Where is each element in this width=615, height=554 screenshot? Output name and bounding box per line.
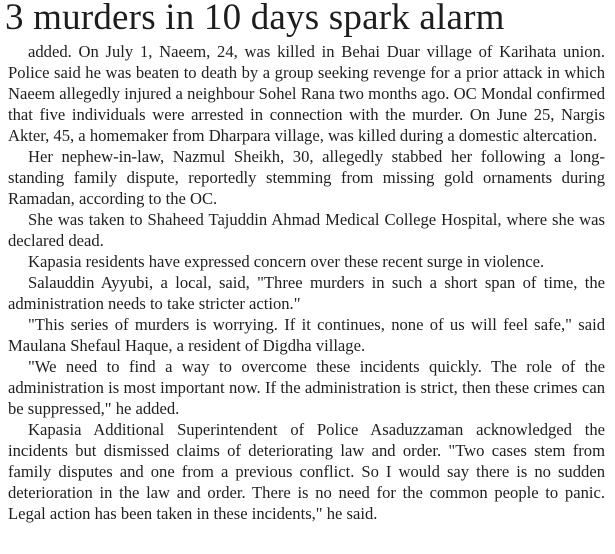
article-headline: 3 murders in 10 days spark alarm [5, 0, 505, 38]
article-paragraph: She was taken to Shaheed Tajuddin Ahmad Medical College Hospital, where she was declared dead. [8, 210, 605, 250]
article-paragraph: Kapasia Additional Superintendent of Police Asaduzzaman acknowledged the incidents but dismissed claims of deteriorating law and order. "Two cases stem from family disputes and one from a previous conflict. So I would say there is no sudden deterioration in the law and order. There is no need for the common people to panic. Legal action has been taken in these incidents," he said. [8, 420, 605, 523]
article-paragraph: "This series of murders is worrying. If it continues, none of us will feel safe," said Maulana Shefaul Haque, a resident of Digdha village. [8, 315, 605, 355]
article-paragraph: Her nephew-in-law, Nazmul Sheikh, 30, allegedly stabbed her following a long-standing family dispute, reportedly stemming from missing gold ornaments during Ramadan, according to the OC. [8, 147, 605, 208]
article-paragraph: Kapasia residents have expressed concern over these recent surge in violence. [28, 252, 545, 271]
article-paragraph: Salauddin Ayyubi, a local, said, "Three murders in such a short span of time, the administration needs to take stricter action." [8, 273, 605, 313]
article-paragraph: "We need to find a way to overcome these incidents quickly. The role of the administration is most important now. If the administration is strict, then these crimes can be suppressed," he added. [8, 357, 605, 418]
article-body [8, 41, 605, 524]
article-paragraph: added. On July 1, Naeem, 24, was killed in Behai Duar village of Karihata union. Police said he was beaten to death by a group seeking revenge for a prior attack in which Naeem allegedly injured a neighbour Sohel Rana two months ago. OC Mondal confirmed that five individuals were arrested in connection with the murder. On June 25, Nargis Akter, 45, a homemaker from Dharpara village, was killed during a domestic altercation. [8, 42, 605, 145]
